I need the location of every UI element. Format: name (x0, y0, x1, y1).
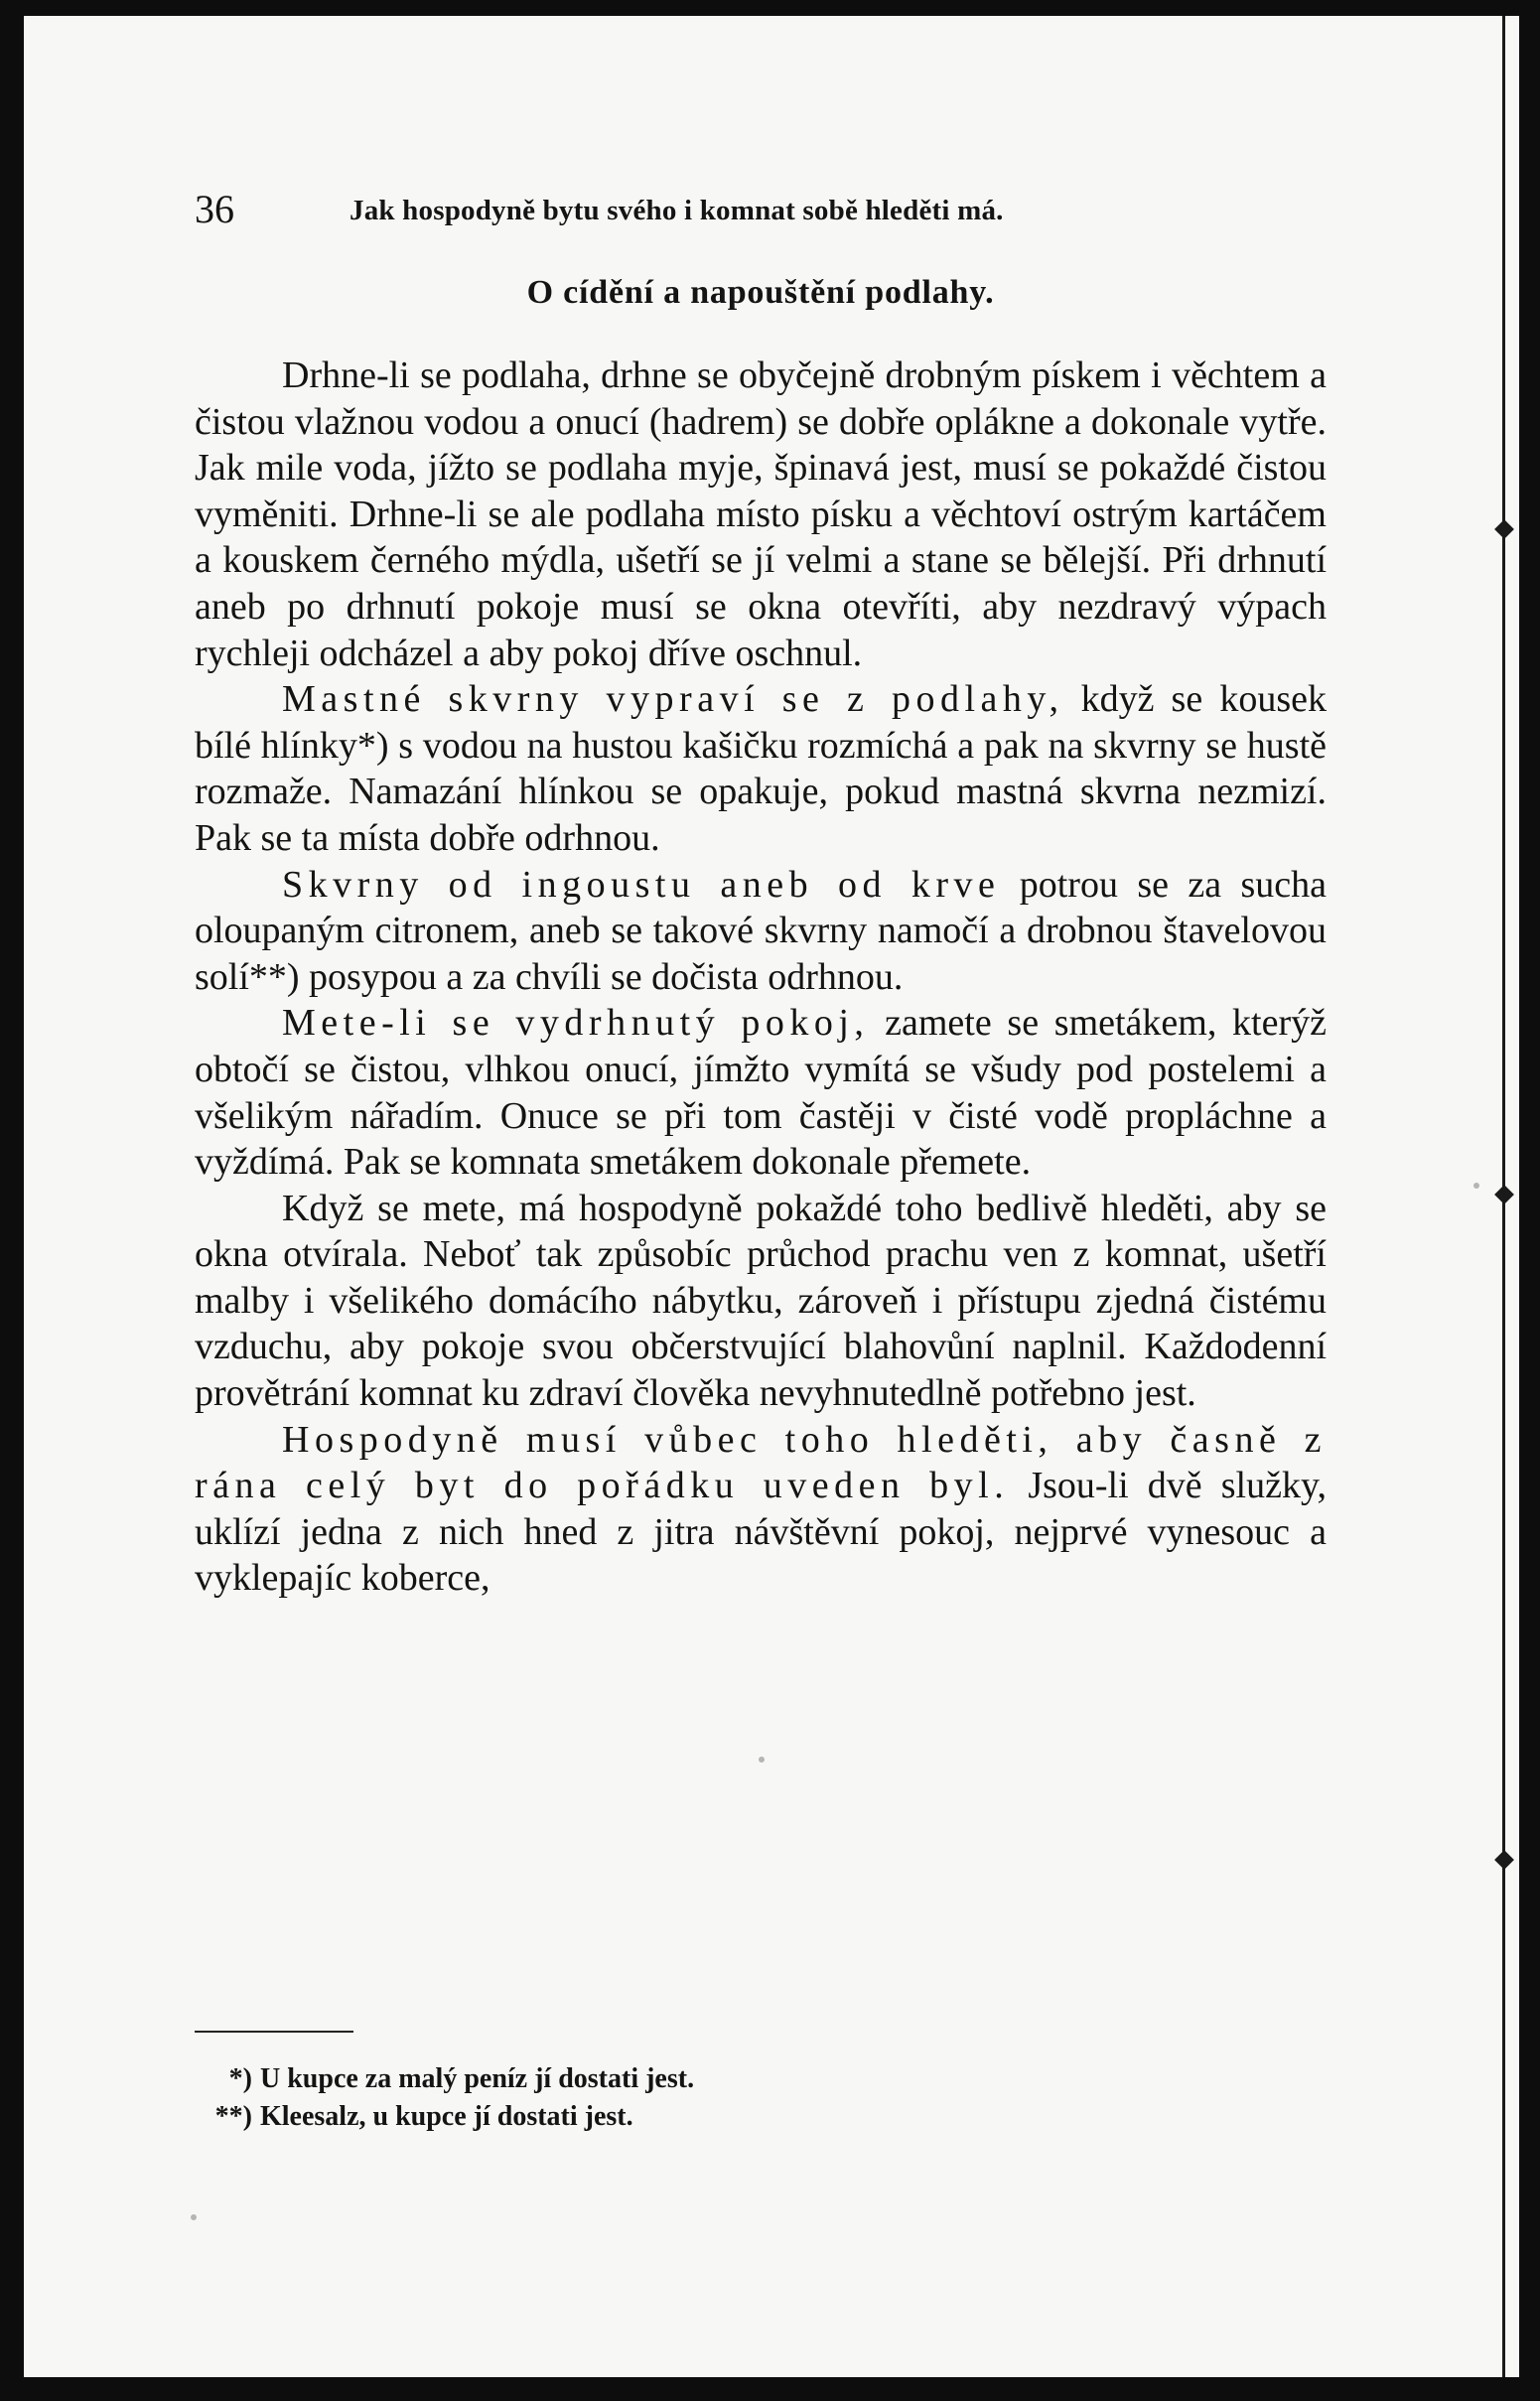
paragraph-text: když se kousek bílé hlínky*) s vodou na hustou kašičku rozmíchá a pak na skvrny se hustě rozmaže. Namazání hlínkou se opakuje, pokud mastná skvrna nezmizí. Pak se ta místa dobře odrhnou. (195, 678, 1327, 859)
paragraph-lead: Skvrny od ingoustu aneb od krve (282, 863, 1001, 906)
page-header (195, 185, 1327, 234)
paragraph (195, 1417, 1327, 1602)
paragraph-lead: Hospodyně musí vůbec toho hleděti, aby časně z rána celý byt do pořádku uveden byl. (195, 1418, 1327, 1507)
paragraph-text: Jsou-li dvě služky, uklízí jedna z nich hned z jitra návštěvní pokoj, nejprvé vynesouc a vyklepajíc koberce, (195, 1465, 1327, 1600)
footnote-text: Kleesalz, u kupce jí dostati jest. (260, 2101, 633, 2132)
paragraph (195, 1000, 1327, 1185)
edge-marker (1494, 1850, 1514, 1870)
page-number: 36 (195, 187, 234, 231)
footnote-mark: *) (228, 2063, 252, 2094)
paragraph-lead: Mete-li se vydrhnutý pokoj, (282, 1002, 870, 1045)
footnote-rule (195, 2031, 353, 2033)
paragraph (195, 1186, 1327, 1417)
paragraph-lead: Mastné skvrny vypraví se z podlahy, (282, 678, 1064, 721)
paragraph-text: Drhne-li se podlaha, drhne se obyčejně drobným pískem i věchtem a čistou vlažnou vodou a onucí (hadrem) se dobře oplákne a dokonale vytře. Jak mile voda, jížto se podlaha myje, špinavá jest, musí se pokaždé čistou vyměniti. Drhne-li se ale podlaha místo písku a věchtoví ostrým kartáčem a kouskem černého mýdla, ušetří se jí velmi a stane se bělejší. Při drhnutí aneb po drhnutí pokoje musí se okna otevříti, aby nezdravý výpach rychleji odcházel a aby pokoj dříve oschnul. (195, 354, 1327, 674)
paper-speck (759, 1757, 765, 1763)
paragraph (195, 353, 1327, 676)
running-head: Jak hospodyně bytu svého i komnat sobě hleděti má. (350, 195, 1004, 226)
edge-marker (1494, 519, 1514, 539)
section-title: O cídění a napouštění podlahy. (526, 274, 995, 311)
paper-speck (1473, 1183, 1479, 1189)
paragraph (195, 862, 1327, 1001)
paper-speck (191, 2214, 197, 2220)
footnotes (195, 2060, 1327, 2136)
footnote (195, 2098, 1327, 2136)
footnote-mark: **) (214, 2101, 252, 2132)
edge-marker (1494, 1185, 1514, 1204)
footnote (195, 2060, 1327, 2098)
body-text (195, 353, 1327, 1602)
footnote-text: U kupce za malý peníz jí dostati jest. (260, 2063, 695, 2094)
paragraph (195, 676, 1327, 861)
paragraph-text: Když se mete, má hospodyně pokaždé toho bedlivě hleděti, aby se okna otvírala. Neboť tak způsobíc průchod prachu ven z komnat, ušetří malby i všelikého domácího nábytku, zároveň i přístupu zjedná čistému vzduchu, aby pokoje svou občerstvující blahovůní naplnil. Každodenní provětrání komnat ku zdraví člověka nevyhnutedlně potřebno jest. (195, 1187, 1327, 1415)
paragraph-text: potrou se za sucha oloupaným citronem, aneb se takové skvrny namočí a drobnou štavelovou solí**) posypou a za chvíli se dočista odrhnou. (195, 863, 1328, 998)
paragraph-text: zamete se smetákem, kterýž obtočí se čistou, vlhkou onucí, jímžto vymítá se všudy pod postelemi a všelikým nářadím. Onuce se při tom častěji v čisté vodě propláchne a vyždímá. Pak se komnata smetákem dokonale přemete. (195, 1002, 1327, 1184)
